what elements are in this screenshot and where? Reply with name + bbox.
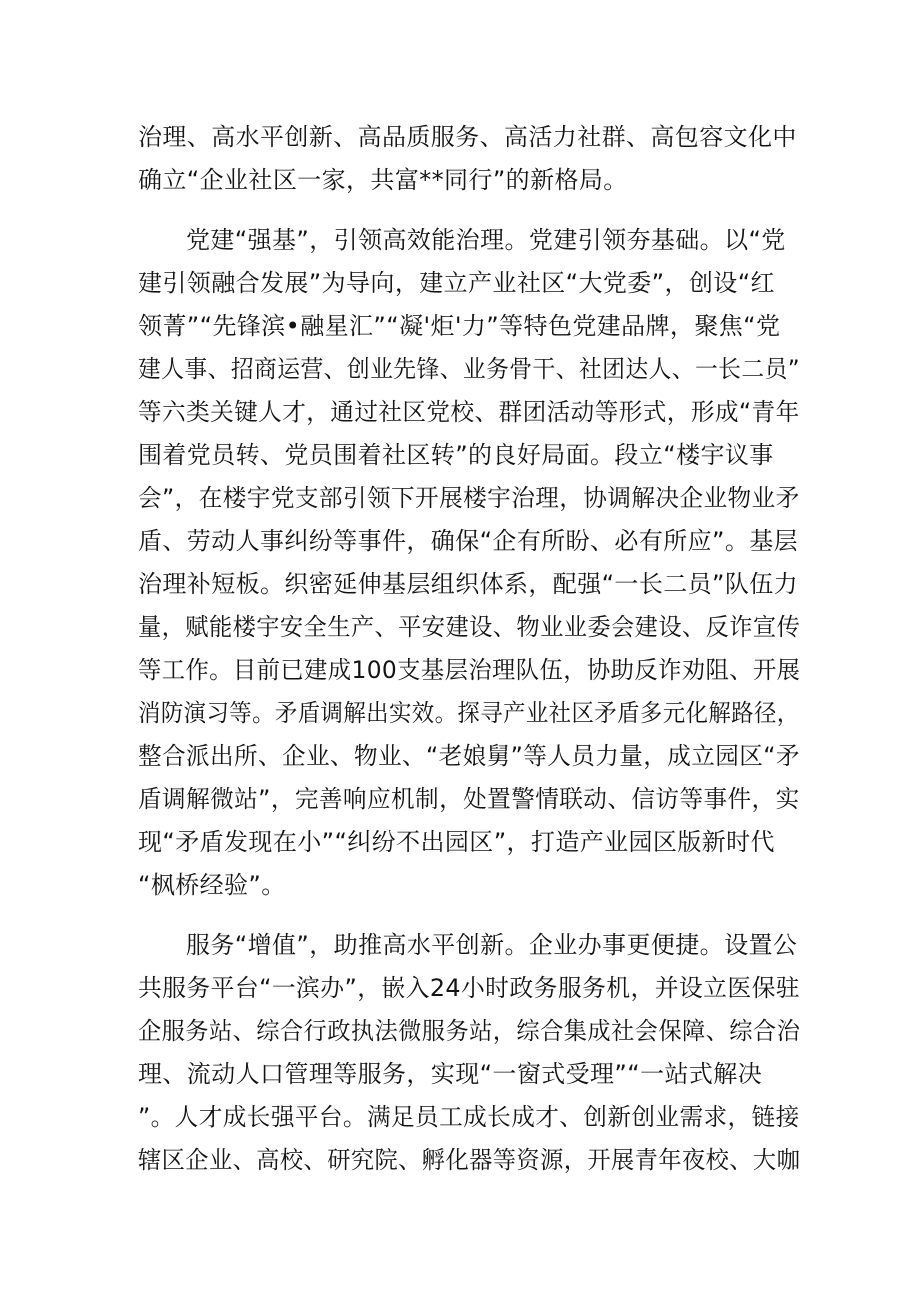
paragraph-line: 建人事、招商运营、创业先锋、业务骨干、社团达人、一长二员” bbox=[138, 355, 800, 383]
paragraph-line: 领菁”“先锋滨•融星汇”“凝'炬'力”等特色党建品牌，聚焦“党 bbox=[138, 312, 781, 340]
paragraph-line: 建引领融合发展”为导向，建立产业社区“大党委”，创设“红 bbox=[138, 269, 775, 297]
paragraph-line: 会”，在楼宇党支部引领下开展楼宇治理，协调解决企业物业矛 bbox=[138, 484, 800, 512]
paragraph-first-line: 服务“增值”，助推高水平创新。企业办事更便捷。设置公 bbox=[186, 931, 798, 959]
paragraph-line: “枫桥经验”。 bbox=[138, 871, 286, 899]
paragraph-line: 等六类关键人才，通过社区党校、群团活动等形式，形成“青年 bbox=[138, 398, 800, 426]
paragraph-line: 确立“企业社区一家，共富**同行”的新格局。 bbox=[138, 166, 628, 194]
paragraph-first-line: 党建“强基”，引领高效能治理。党建引领夯基础。以“党 bbox=[186, 226, 786, 254]
paragraph-line: 盾、劳动人事纠纷等事件，确保“企有所盼、必有所应”。基层 bbox=[138, 527, 799, 555]
paragraph-line: 治理补短板。织密延伸基层组织体系，配强“一长二员”队伍力 bbox=[138, 570, 799, 598]
paragraph-line: 共服务平台“一滨办”，嵌入24小时政务服务机，并设立医保驻 bbox=[138, 974, 801, 1002]
paragraph-line: ”。人才成长强平台。满足员工成长成才、创新创业需求，链接 bbox=[138, 1103, 800, 1131]
paragraph-line: 企服务站、综合行政执法微服务站，综合集成社会保障、综合治 bbox=[138, 1017, 801, 1045]
paragraph-line: 等工作。目前已建成100支基层治理队伍，协助反诈劝阻、开展 bbox=[138, 656, 801, 684]
paragraph-line: 现“矛盾发现在小”“纠纷不出园区”，打造产业园区版新时代 bbox=[138, 828, 775, 856]
paragraph-line: 整合派出所、企业、物业、“老娘舅”等人员力量，成立园区“矛 bbox=[138, 742, 800, 770]
paragraph-line: 理、流动人口管理等服务，实现“一窗式受理”“一站式解决 bbox=[138, 1060, 763, 1088]
paragraph-line: 治理、高水平创新、高品质服务、高活力社群、高包容文化中 bbox=[138, 123, 797, 151]
paragraph-line: 围着党员转、党员围着社区转”的良好局面。段立“楼宇议事 bbox=[138, 441, 774, 469]
paragraph-line: 量，赋能楼宇安全生产、平安建设、物业业委会建设、反诈宣传 bbox=[138, 613, 801, 641]
paragraph-line: 辖区企业、高校、研究院、孵化器等资源，开展青年夜校、大咖 bbox=[138, 1146, 801, 1174]
paragraph-line: 消防演习等。矛盾调解出实效。探寻产业社区矛盾多元化解路径， bbox=[138, 699, 800, 727]
paragraph-line: 盾调解微站”，完善响应机制，处置警情联动、信访等事件，实 bbox=[138, 785, 800, 813]
